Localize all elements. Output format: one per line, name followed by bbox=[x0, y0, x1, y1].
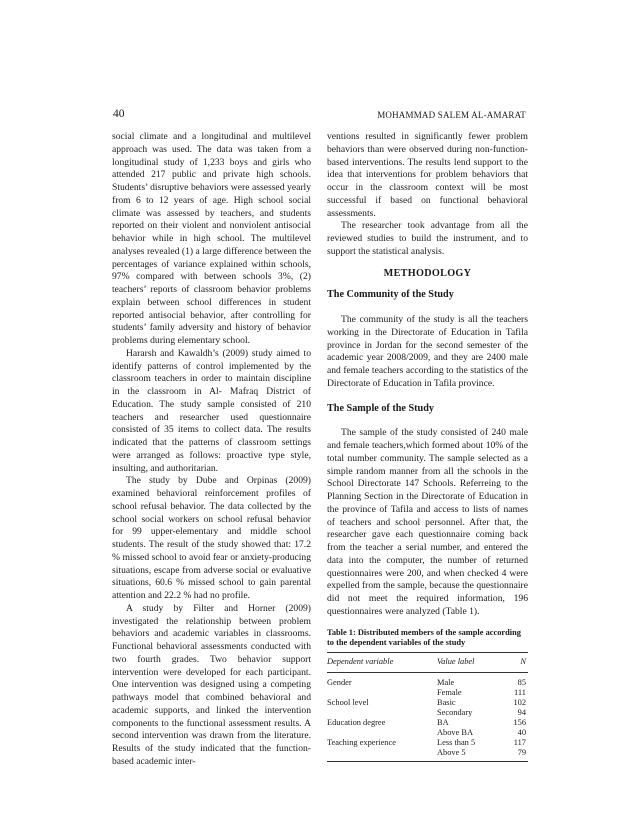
table-cell: BA bbox=[437, 717, 449, 727]
table-cell: 79 bbox=[499, 748, 528, 762]
section-heading-methodology: METHODOLOGY bbox=[383, 267, 472, 279]
table-cell bbox=[327, 708, 437, 718]
table-cell: School level bbox=[327, 697, 369, 707]
table-cell bbox=[327, 728, 437, 738]
table-cell: 156 bbox=[513, 717, 526, 727]
table-cell bbox=[327, 688, 437, 698]
paragraph: The study by Dube and Orpinas (2009) examined behavioral reinforcement profiles of school refusal behavior. The data collected by the school social workers on school refusal behavior for 99 upper-elementary and middle school students. The result of the study showed that: 17.2 % missed school to avoid fear or anxiety-producing situations, escape from adverse social or evaluative situations, 60.6 % missed school to gain parental attention and 22.2 % had no profile. bbox=[112, 475, 311, 601]
paragraph: The researcher took advantage from all the reviewed studies to build the instrument, and to support the statistical analysis. bbox=[327, 220, 528, 257]
table-row bbox=[327, 738, 528, 748]
table-cell: Teaching experience bbox=[327, 737, 396, 747]
right-column bbox=[327, 131, 528, 762]
table-cell: Basic bbox=[437, 697, 456, 707]
paragraph: The community of the study is all the teachers working in the Directorate of Education in Tafila province in Jordan for the second semester of the academic year 2008/2009, and they are 2400 male and female teachers according to the statistics of the Directorate of Education in Tafila province. bbox=[327, 314, 528, 389]
table-row bbox=[327, 672, 528, 688]
table-cell: 102 bbox=[513, 697, 526, 707]
table-row bbox=[327, 698, 528, 708]
table-header-cell: Dependent variable bbox=[327, 652, 437, 672]
left-column bbox=[112, 131, 311, 769]
table-cell: 117 bbox=[513, 737, 526, 747]
page-number: 40 bbox=[113, 108, 125, 120]
table-cell bbox=[327, 748, 437, 762]
table-header-cell: N bbox=[499, 652, 528, 672]
table-cell: 94 bbox=[517, 707, 526, 717]
running-head: MOHAMMAD SALEM AL-AMARAT bbox=[377, 110, 526, 120]
table-caption: Table 1: Distributed members of the sample according to the dependent variables of the study bbox=[327, 627, 521, 647]
table-cell: Female bbox=[437, 687, 462, 697]
table-cell: Above BA bbox=[437, 727, 474, 737]
paragraph: social climate and a longitudinal and multilevel approach was used. The data was taken from a longitudinal study of 1,233 boys and girls who attended 217 public and private high schools. Students’ disruptive behaviors were assessed yearly from 6 to 12 years of age. High school social climate was assessed by teachers, and students reported on their violent and nonviolent antisocial behavior while in high school. The multilevel analyses revealed (1) a large difference between the percentages of variance explained within schools, 97% compared with between schools 3%, (2) teachers’ reports of classroom behavior problems explain between school differences in student reported antisocial behavior, after controlling for students’ family adversity and history of behavior problems during elementary school. bbox=[112, 131, 311, 346]
subsection-heading-community: The Community of the Study bbox=[327, 289, 454, 301]
table-cell: Above 5 bbox=[437, 748, 499, 762]
table-row bbox=[327, 708, 528, 718]
table-cell: Education degree bbox=[327, 717, 386, 727]
table-row bbox=[327, 728, 528, 738]
table-header-cell: Value label bbox=[437, 652, 499, 672]
table-cell: Less than 5 bbox=[437, 737, 476, 747]
paragraph: Hararsh and Kawaldh’s (2009) study aimed to identify patterns of control implemented by the classroom teachers in order to maintain discipline in the classroom in Al- Mafraq District of Education. The study sample consisted of 210 teachers and researcher used questionnaire consisted of 35 items to collect data. The results indicated that the patterns of classroom settings were arranged as follows: proactive type style, insulting, and authoritarian. bbox=[112, 347, 311, 474]
table-cell: Gender bbox=[327, 677, 352, 687]
table-cell: 111 bbox=[514, 687, 526, 697]
paragraph: A study by Filter and Horner (2009) investigated the relationship between problem behaviors and academic variables in classrooms. Functional behavioral assessments conducted with two fourth grades. Two behavior support intervention were developed for each participant. One intervention was designed using a competing pathways model that combined behavioral and academic supports, and linked the intervention components to the functional assessment results. A second intervention was drawn from the literature. Results of the study indicated that the function-based academic inter- bbox=[112, 602, 311, 767]
table-row bbox=[327, 688, 528, 698]
table-cell: 40 bbox=[517, 727, 526, 737]
sample-table bbox=[327, 652, 528, 762]
table-row bbox=[327, 718, 528, 728]
table-cell: 85 bbox=[517, 677, 526, 687]
subsection-heading-sample: The Sample of the Study bbox=[327, 402, 434, 414]
paragraph: The sample of the study consisted of 240 male and female teachers,which formed about 10% of the total number community. The sample selected as a simple random manner from all the schools in the School Directorate 147 Schools. Referreing to the Planning Section in the Directorate of Education in the province of Tafila and access to lists of names of teachers and school personnel. After that, the researcher gave each questionnaire coming back from the teacher a serial number, and entered the data into the computer, the number of returned questionnaires were 200, and when checked 4 were expelled from the sample, because the questionnaire did not meet the required information, 196 questionnaires were analyzed (Table 1). bbox=[327, 427, 528, 617]
table-row bbox=[327, 748, 528, 762]
table-cell: Secondary bbox=[437, 707, 473, 717]
table-cell: Male bbox=[437, 677, 455, 687]
paragraph: ventions resulted in significantly fewer problem behaviors than were observed during non-function-based interventions. The results lend support to the idea that interventions for problem behaviors that occur in the classroom context will be most successful if based on functional behavioral assessments. bbox=[327, 131, 528, 219]
table-header-row bbox=[327, 652, 528, 672]
